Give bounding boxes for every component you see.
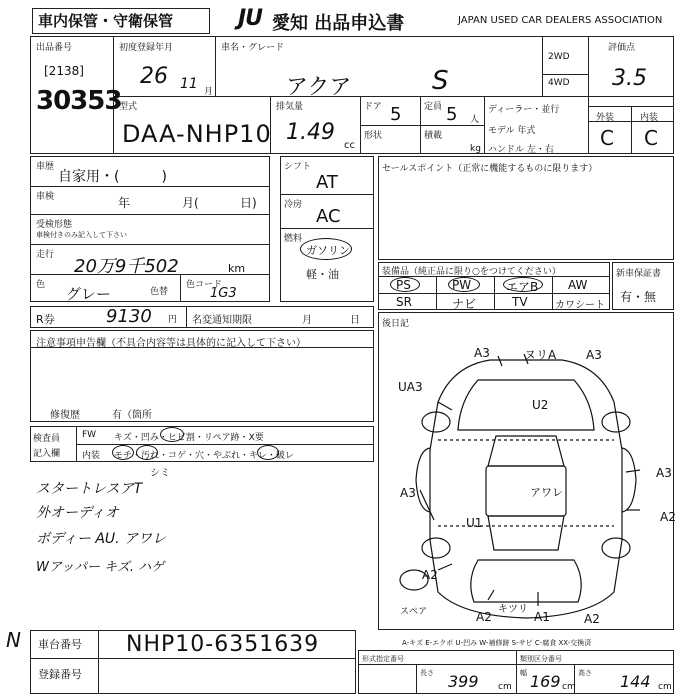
mark-kitsuri: キツリ — [498, 604, 528, 615]
registration-month: 11 — [180, 76, 198, 92]
storage-label: 車内保管・守衛保管 — [38, 12, 174, 30]
mark-aware: アワレ — [530, 486, 563, 499]
warranty-value: 有・無 — [620, 290, 657, 304]
mark-a2-4: A2 — [584, 612, 600, 626]
notes-label: 注意事項申告欄（不具合内容等は具体的に記入して下さい） — [36, 338, 306, 349]
inspector-inner: 内装 — [82, 451, 101, 461]
ac-value: AC — [316, 206, 341, 227]
spare-label: スペア — [400, 607, 428, 617]
displacement-unit: cc — [344, 140, 355, 151]
load-unit: kg — [470, 144, 481, 154]
fuel-label: 燃料 — [284, 234, 303, 244]
received-note: 車検付きのみ記入して下さい — [36, 231, 127, 239]
form-label-width: 幅 — [520, 669, 527, 677]
form-label-height: 高さ — [578, 669, 592, 677]
car-name-value: アクア — [286, 75, 352, 100]
model-label: 型式 — [119, 102, 138, 112]
dim-width: 169 — [530, 672, 561, 691]
note-2: 外オーディオ — [36, 505, 119, 521]
car-damage-diagram — [378, 330, 674, 628]
recycle-value: 9130 — [106, 306, 152, 327]
equip-aw: AW — [568, 278, 588, 292]
mark-u2: U2 — [532, 398, 549, 412]
corner-mark: N — [6, 628, 21, 652]
model-year-label: モデル 年式 — [488, 126, 536, 136]
capacity-label: 定員 — [424, 102, 443, 112]
doors-value: 5 — [390, 104, 402, 125]
capacity-value: 5 — [446, 104, 458, 125]
registry-label: 登録番号 — [38, 668, 82, 681]
note-3: ボディー AU. アワレ — [36, 531, 167, 547]
dim-width-unit: cm — [562, 682, 576, 692]
inspector-label-2: 記入欄 — [33, 449, 61, 459]
note-1: スタートレスアT — [36, 481, 143, 497]
name-change-day: 日 — [350, 315, 360, 326]
registration-month-unit: 月 — [204, 87, 214, 97]
equip-navi: ナビ — [452, 297, 477, 311]
inspection-label: 車検 — [36, 192, 55, 202]
inspection-year: 年 — [118, 196, 131, 210]
mark-a2-2: A2 — [422, 568, 438, 582]
ju-logo: JU — [238, 6, 263, 31]
dim-height-unit: cm — [658, 682, 672, 692]
inspection-month: 月( — [182, 196, 199, 210]
car-grade-value: S — [432, 66, 449, 96]
late-note-label: 後日記 — [382, 319, 410, 329]
form-label-class-number: 類別区分番号 — [520, 655, 562, 663]
form-title: 愛知 出品申込書 — [272, 13, 405, 34]
color-value: グレー — [66, 285, 112, 303]
mark-nuri-a: ヌリA — [524, 348, 557, 362]
equip-airbag: エアB — [506, 280, 539, 294]
mileage-value: 20万9千502 — [74, 256, 179, 277]
mark-a1: A1 — [534, 610, 550, 624]
fuel-gas: ガソリン — [306, 244, 350, 257]
color-change-label: 色替 — [150, 287, 169, 297]
mark-a3-2: A3 — [586, 348, 602, 362]
chassis-value: NHP10-6351639 — [126, 632, 320, 657]
shift-value: AT — [316, 172, 338, 193]
mark-ua3: UA3 — [398, 380, 423, 394]
chassis-label: 車台番号 — [38, 638, 82, 651]
drive-2wd: 2WD — [548, 52, 570, 62]
lot-code: [2138] — [44, 64, 84, 78]
received-label: 受検形態 — [36, 220, 73, 230]
ac-label: 冷房 — [284, 200, 303, 210]
inspection-day: 日) — [240, 196, 257, 210]
repair-label: 修復歴 — [50, 410, 80, 421]
inspector-label-1: 検査員 — [33, 434, 61, 444]
mark-a3-3: A3 — [656, 466, 672, 480]
mark-u1: U1 — [466, 516, 483, 530]
recycle-unit: 円 — [168, 315, 178, 325]
name-change-label: 名変通知期限 — [192, 315, 252, 326]
doors-label: ドア — [364, 102, 382, 112]
interior-grade: C — [644, 126, 658, 150]
score-label: 評価点 — [608, 43, 636, 53]
mark-a2-1: A2 — [660, 510, 676, 524]
mark-a2-3: A2 — [476, 610, 492, 624]
dim-height: 144 — [620, 672, 651, 691]
mark-a3-4: A3 — [400, 486, 416, 500]
lot-label: 出品番号 — [36, 43, 73, 53]
mileage-label: 走行 — [36, 250, 55, 260]
registration-label: 初度登録年月 — [119, 43, 174, 53]
shift-label: シフト — [284, 162, 312, 172]
registration-year: 26 — [140, 64, 168, 89]
capacity-unit: 人 — [470, 115, 480, 125]
interior-label: 内装 — [640, 113, 659, 123]
name-change-month: 月 — [302, 315, 312, 326]
inspector-inner-items: モチ・汚れ・コゲ・穴・やぶれ・キレ・破レ — [114, 451, 294, 461]
equipment-label: 装備品（純正品に限り○をつけてください） — [382, 267, 561, 277]
equip-leather: カワシート — [555, 300, 605, 311]
inspector-fw-items: キズ・凹み・ヒビ割・リペア跡・X要 — [114, 433, 264, 443]
fuel-light: 軽・油 — [306, 268, 339, 281]
score-value: 3.5 — [612, 66, 647, 91]
dim-length: 399 — [448, 672, 479, 691]
car-name-label: 車名・グレード — [221, 43, 285, 53]
equip-ps: PS — [396, 278, 411, 292]
model-value: DAA-NHP10 — [122, 120, 272, 148]
note-4: Wアッパー キズ. ハゲ — [36, 560, 165, 575]
displacement-value: 1.49 — [286, 120, 335, 145]
history-value: 自家用・( ) — [58, 169, 167, 185]
recycle-label: R券 — [36, 313, 55, 326]
lot-number: 30353 — [36, 86, 122, 116]
form-label-length: 長さ — [420, 669, 434, 677]
dealer-label: ディーラー・並行 — [488, 105, 560, 115]
warranty-label: 新車保証書 — [616, 269, 662, 279]
history-label: 車歴 — [36, 162, 55, 172]
equip-sr: SR — [396, 295, 412, 309]
dim-length-unit: cm — [498, 682, 512, 692]
sales-point-label: セールスポイント（正常に機能するものに限ります） — [382, 164, 598, 174]
mileage-unit: km — [228, 262, 246, 275]
handle-label: ハンドル 左・右 — [488, 145, 554, 155]
shape-label: 形状 — [364, 131, 383, 141]
equip-pw: PW — [452, 278, 472, 292]
association-name: JAPAN USED CAR DEALERS ASSOCIATION — [458, 15, 663, 26]
equip-tv: TV — [512, 295, 528, 309]
drive-4wd: 4WD — [548, 78, 570, 88]
inspector-extra: シミ — [150, 468, 170, 479]
mark-a3-1: A3 — [474, 346, 490, 360]
color-code-label: 色コード — [186, 280, 223, 290]
damage-legend: A-キズ E-エクボ U-凹み W-補修跡 S-サビ C-腐食 XX-交換済 — [402, 639, 592, 647]
color-label: 色 — [36, 280, 46, 290]
displacement-label: 排気量 — [276, 102, 304, 112]
load-label: 積載 — [424, 131, 443, 141]
color-code-value: 1G3 — [210, 286, 237, 301]
exterior-label: 外装 — [596, 113, 615, 123]
repair-value: 有（箇所 — [112, 410, 152, 421]
exterior-grade: C — [600, 126, 614, 150]
inspector-fw: FW — [82, 430, 97, 440]
form-label-model-number: 形式指定番号 — [362, 655, 404, 663]
